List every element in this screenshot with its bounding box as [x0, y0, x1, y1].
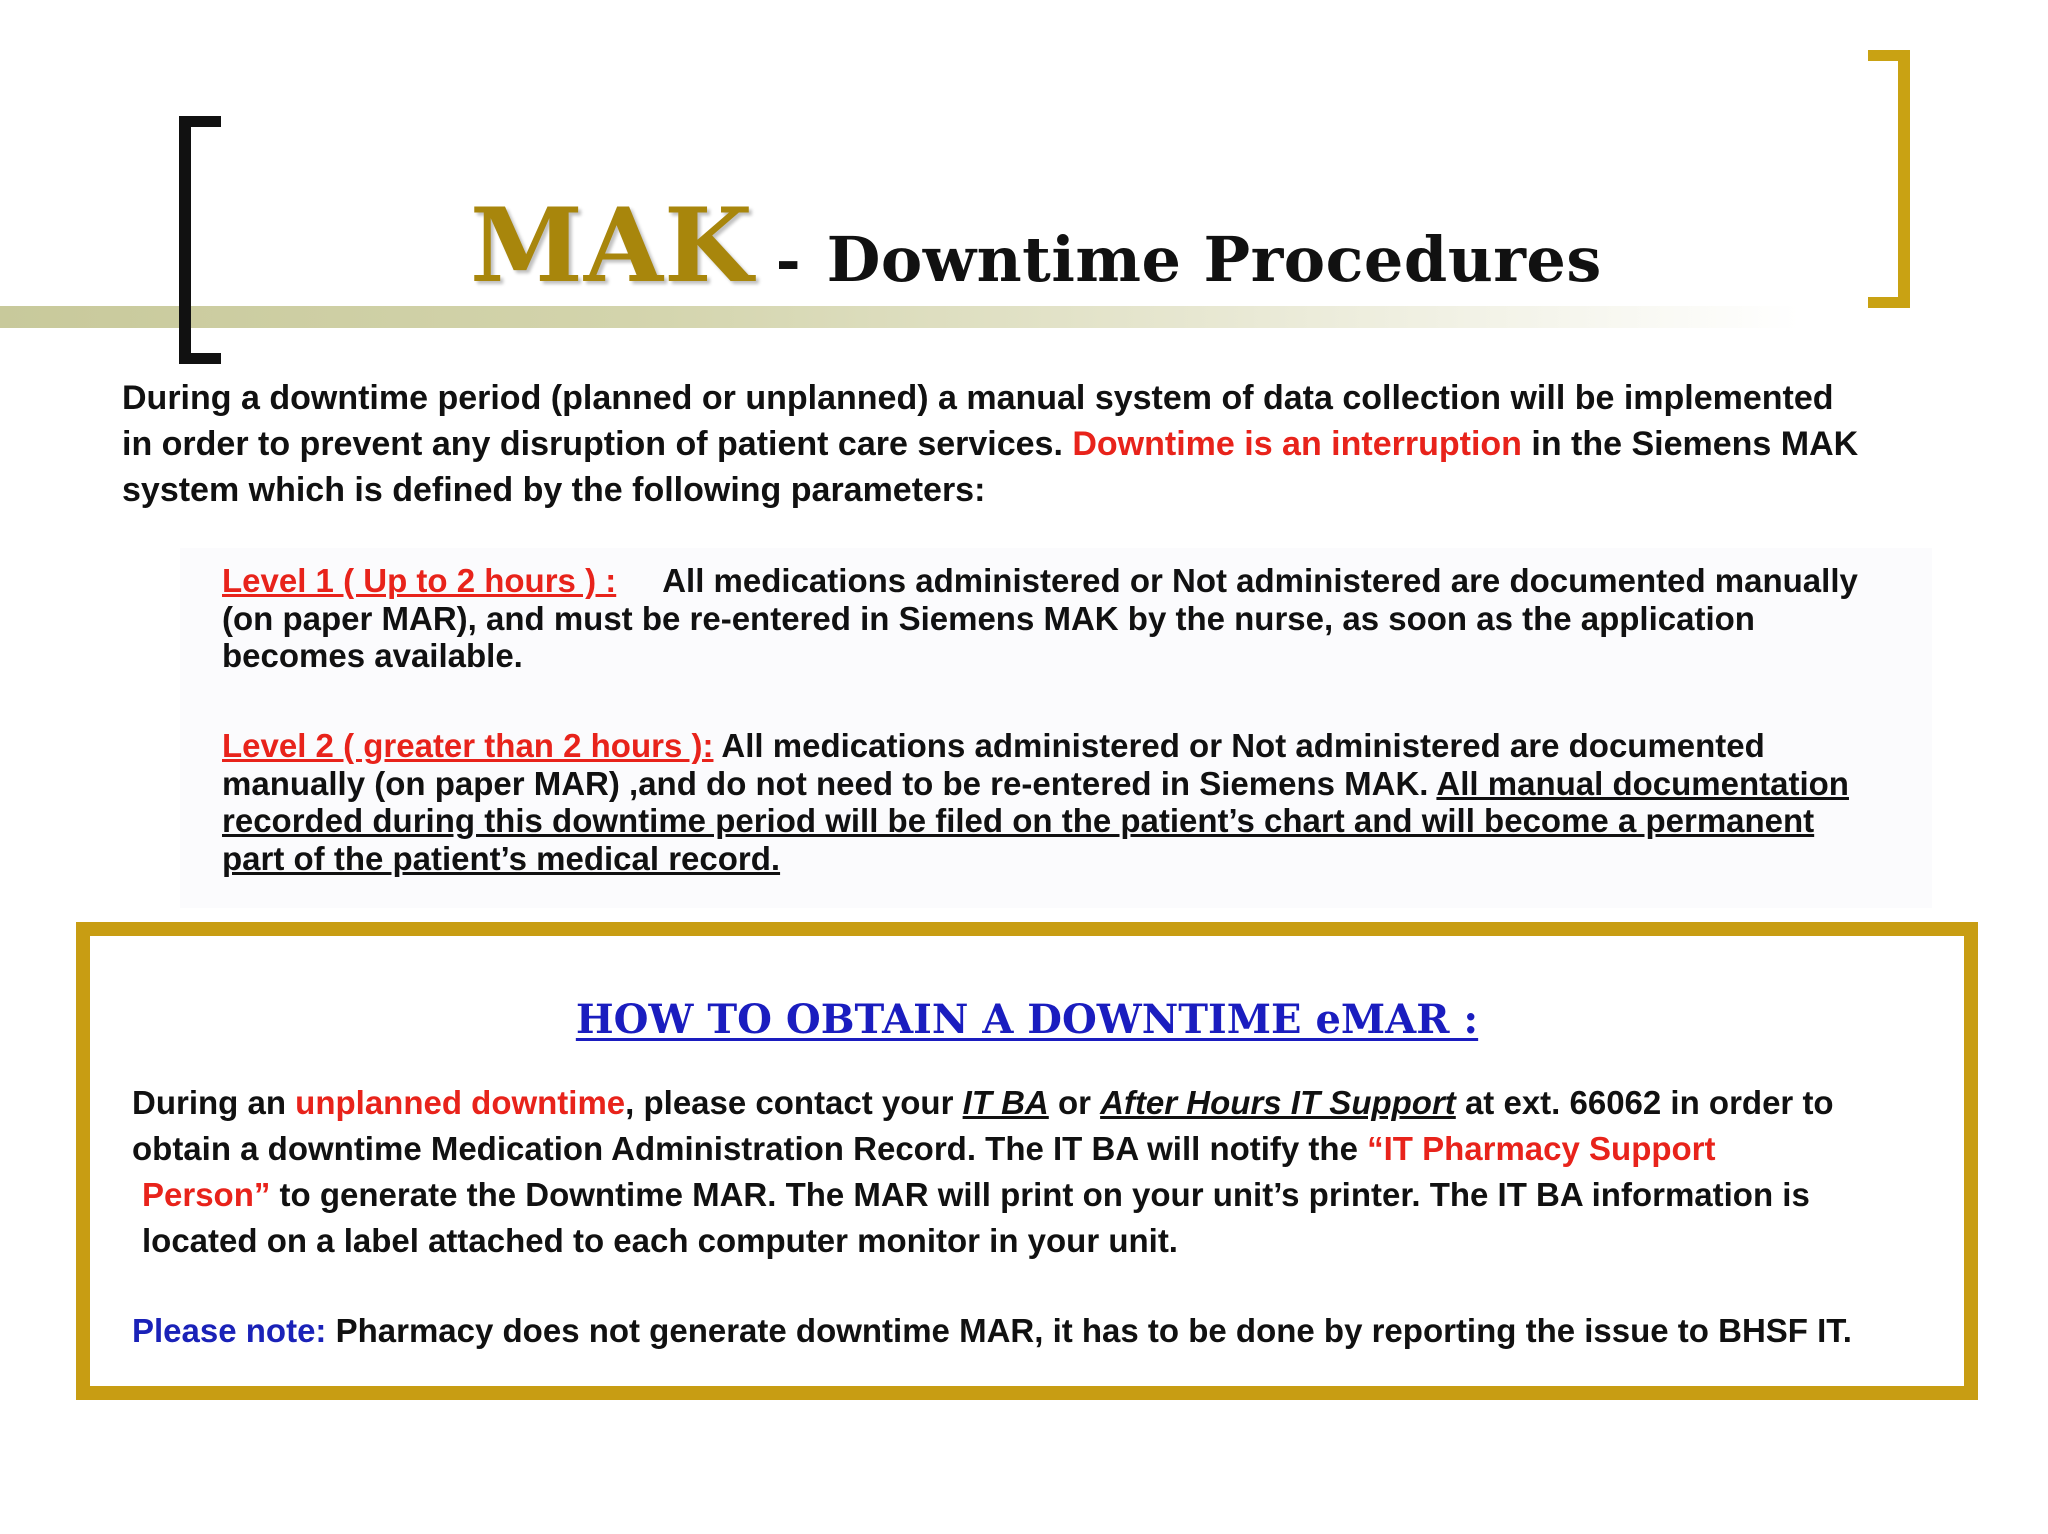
intro-line-3: system which is defined by the following parameters:	[122, 471, 986, 509]
emar-line-2: obtain a downtime Medication Administration Record. The IT BA will notify the	[132, 1130, 1368, 1167]
emar-it-ba: IT BA	[962, 1084, 1049, 1121]
intro-line-2-start: in order to prevent any disruption of patient care services.	[122, 425, 1073, 463]
level-1-text-a: All medications administered or Not administered are documented manually	[662, 562, 1858, 599]
emar-during: During an	[132, 1084, 296, 1121]
emar-contact: , please contact your	[625, 1084, 963, 1121]
emar-pharmacy-b: Person”	[142, 1176, 271, 1213]
emar-pharmacy-a: “IT Pharmacy Support	[1367, 1130, 1716, 1167]
emar-note-text: Pharmacy does not generate downtime MAR, it has to be done by reporting the issue to BHSF IT.	[326, 1312, 1852, 1349]
emar-or: or	[1048, 1084, 1101, 1121]
level-2-text-b: manually (on paper MAR) ,and do not need to be re-entered in Siemens MAK.	[222, 764, 1437, 802]
page-title	[470, 186, 1602, 306]
intro-highlight: Downtime is an interruption	[1072, 425, 1522, 463]
intro-line-2-end: in the Siemens MAK	[1521, 425, 1859, 463]
title-dash: -	[775, 226, 801, 296]
emar-unplanned: unplanned downtime	[295, 1084, 626, 1121]
emar-instructions	[132, 1080, 1952, 1264]
emar-line-3: to generate the Downtime MAR. The MAR will print on your unit’s printer. The IT BA information is	[270, 1176, 1810, 1213]
downtime-emar-box	[76, 922, 1978, 1400]
level-2-description	[222, 727, 1942, 877]
emar-note	[132, 1312, 1972, 1350]
level-2-text-a: All medications administered or Not administered are documented	[713, 727, 1765, 764]
emar-ext: at ext. 66062 in order to	[1455, 1084, 1834, 1121]
intro-line-1: During a downtime period (planned or unplanned) a manual system of data collection will be implemented	[122, 379, 1834, 417]
emar-after-hours: After Hours IT Support	[1100, 1084, 1456, 1121]
level-1-text-b: (on paper MAR), and must be re-entered in Siemens MAK by the nurse, as soon as the application	[222, 599, 1755, 637]
level-1-text-c: becomes available.	[222, 637, 523, 674]
emar-line-4: located on a label attached to each computer monitor in your unit.	[142, 1222, 1178, 1259]
level-2-underlined-c: part of the patient’s medical record.	[222, 839, 781, 877]
level-2-underlined-b: recorded during this downtime period will be filed on the patient’s chart and will become a permanent	[222, 802, 1815, 839]
left-bracket-decoration	[179, 116, 221, 364]
title-heading: Downtime Procedures	[826, 223, 1602, 296]
level-1-label: Level 1 ( Up to 2 hours ) :	[222, 562, 617, 599]
emar-box-title: HOW TO OBTAIN A DOWNTIME eMAR :	[575, 996, 1479, 1043]
level-1-description	[222, 562, 1942, 675]
right-bracket-decoration	[1868, 50, 1910, 308]
title-brand: MAK	[470, 186, 754, 306]
emar-note-label: Please note:	[132, 1312, 327, 1349]
title-underline-bar	[0, 306, 1800, 328]
level-2-underlined-a: All manual documentation	[1436, 764, 1849, 802]
level-2-label: Level 2 ( greater than 2 hours ):	[222, 727, 714, 764]
intro-paragraph	[122, 375, 1922, 513]
